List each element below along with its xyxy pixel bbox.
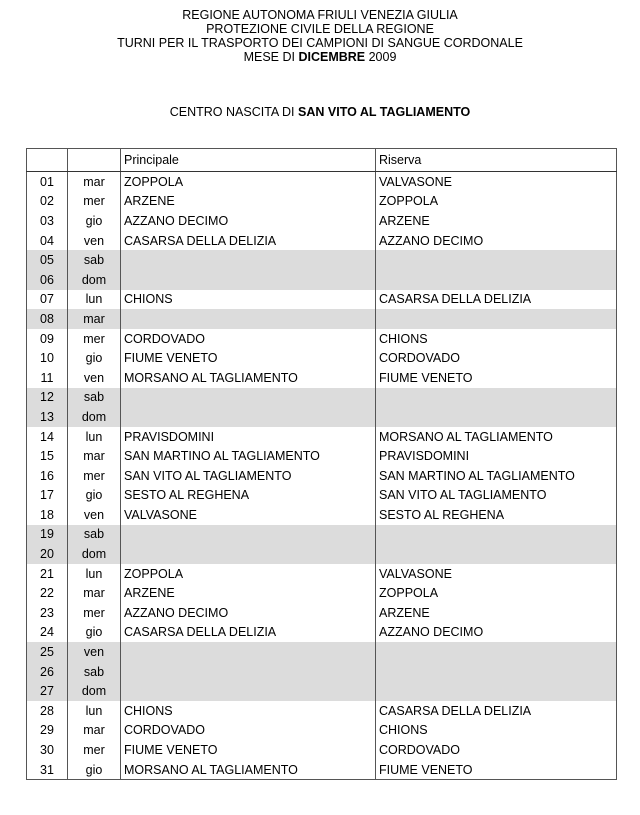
table-row: [27, 270, 617, 290]
day-cell: 03: [27, 211, 68, 231]
weekday-cell: sab: [68, 388, 121, 408]
day-cell: 13: [27, 407, 68, 427]
riserva-cell: AZZANO DECIMO: [376, 623, 617, 643]
schedule-body: [27, 172, 617, 780]
riserva-cell: CHIONS: [376, 721, 617, 741]
riserva-cell: VALVASONE: [376, 564, 617, 584]
weekday-cell: mar: [68, 309, 121, 329]
principale-cell: MORSANO AL TAGLIAMENTO: [121, 760, 376, 780]
weekday-cell: lun: [68, 427, 121, 447]
principale-cell: ARZENE: [121, 192, 376, 212]
principale-cell: [121, 544, 376, 564]
day-cell: 22: [27, 583, 68, 603]
weekday-cell: mer: [68, 192, 121, 212]
weekday-cell: ven: [68, 368, 121, 388]
weekday-cell: mar: [68, 172, 121, 192]
principale-cell: FIUME VENETO: [121, 348, 376, 368]
weekday-cell: mer: [68, 329, 121, 349]
day-cell: 24: [27, 623, 68, 643]
table-row: [27, 250, 617, 270]
table-header-row: [27, 149, 617, 172]
day-cell: 02: [27, 192, 68, 212]
principale-cell: [121, 642, 376, 662]
principale-cell: [121, 270, 376, 290]
weekday-cell: lun: [68, 290, 121, 310]
document-header: [0, 8, 640, 64]
day-cell: 15: [27, 446, 68, 466]
principale-cell: SESTO AL REGHENA: [121, 486, 376, 506]
weekday-cell: dom: [68, 270, 121, 290]
month-year: 2009: [365, 50, 397, 64]
table-row: [27, 662, 617, 682]
riserva-cell: SAN MARTINO AL TAGLIAMENTO: [376, 466, 617, 486]
department-name: PROTEZIONE CIVILE DELLA REGIONE: [206, 22, 434, 36]
table-row: [27, 329, 617, 349]
table-row: [27, 290, 617, 310]
principale-cell: [121, 525, 376, 545]
document-title: TURNI PER IL TRASPORTO DEI CAMPIONI DI SANGUE CORDONALE: [117, 36, 523, 50]
principale-cell: CORDOVADO: [121, 721, 376, 741]
table-row: [27, 309, 617, 329]
principale-cell: MORSANO AL TAGLIAMENTO: [121, 368, 376, 388]
day-cell: 10: [27, 348, 68, 368]
weekday-cell: gio: [68, 348, 121, 368]
month-name: DICEMBRE: [298, 50, 366, 64]
riserva-cell: CASARSA DELLA DELIZIA: [376, 701, 617, 721]
day-cell: 09: [27, 329, 68, 349]
principale-cell: [121, 662, 376, 682]
riserva-cell: FIUME VENETO: [376, 368, 617, 388]
weekday-cell: gio: [68, 211, 121, 231]
weekday-cell: mar: [68, 583, 121, 603]
riserva-cell: ZOPPOLA: [376, 192, 617, 212]
principale-cell: AZZANO DECIMO: [121, 603, 376, 623]
weekday-cell: mer: [68, 603, 121, 623]
riserva-cell: ARZENE: [376, 211, 617, 231]
table-row: [27, 642, 617, 662]
table-row: [27, 760, 617, 780]
day-cell: 27: [27, 681, 68, 701]
day-cell: 11: [27, 368, 68, 388]
riserva-cell: SAN VITO AL TAGLIAMENTO: [376, 486, 617, 506]
day-cell: 23: [27, 603, 68, 623]
table-row: [27, 525, 617, 545]
table-row: [27, 623, 617, 643]
table-row: [27, 211, 617, 231]
table-row: [27, 701, 617, 721]
weekday-cell: sab: [68, 525, 121, 545]
day-cell: 04: [27, 231, 68, 251]
principale-cell: [121, 388, 376, 408]
riserva-cell: [376, 662, 617, 682]
table-row: [27, 603, 617, 623]
weekday-cell: dom: [68, 544, 121, 564]
riserva-cell: [376, 407, 617, 427]
principale-cell: SAN VITO AL TAGLIAMENTO: [121, 466, 376, 486]
principale-cell: ZOPPOLA: [121, 564, 376, 584]
weekday-cell: ven: [68, 231, 121, 251]
day-cell: 20: [27, 544, 68, 564]
weekday-cell: lun: [68, 701, 121, 721]
day-cell: 30: [27, 740, 68, 760]
principale-cell: PRAVISDOMINI: [121, 427, 376, 447]
riserva-cell: CORDOVADO: [376, 348, 617, 368]
day-cell: 07: [27, 290, 68, 310]
riserva-cell: CHIONS: [376, 329, 617, 349]
principale-cell: [121, 250, 376, 270]
region-name: REGIONE AUTONOMA FRIULI VENEZIA GIULIA: [182, 8, 458, 22]
principale-cell: [121, 309, 376, 329]
table-row: [27, 348, 617, 368]
principale-cell: CHIONS: [121, 290, 376, 310]
day-cell: 12: [27, 388, 68, 408]
weekday-cell: mar: [68, 446, 121, 466]
principale-cell: CASARSA DELLA DELIZIA: [121, 231, 376, 251]
month-line: [0, 50, 640, 64]
schedule-table: [26, 148, 617, 780]
weekday-cell: mer: [68, 466, 121, 486]
day-cell: 14: [27, 427, 68, 447]
day-cell: 06: [27, 270, 68, 290]
center-name: SAN VITO AL TAGLIAMENTO: [298, 105, 471, 119]
riserva-cell: [376, 270, 617, 290]
table-row: [27, 427, 617, 447]
center-title: [0, 104, 640, 120]
center-prefix: CENTRO NASCITA DI: [169, 105, 299, 119]
principale-cell: VALVASONE: [121, 505, 376, 525]
weekday-cell: lun: [68, 564, 121, 584]
weekday-cell: gio: [68, 486, 121, 506]
riserva-cell: AZZANO DECIMO: [376, 231, 617, 251]
weekday-cell: gio: [68, 623, 121, 643]
table-row: [27, 486, 617, 506]
principale-cell: AZZANO DECIMO: [121, 211, 376, 231]
table-row: [27, 192, 617, 212]
principale-cell: SAN MARTINO AL TAGLIAMENTO: [121, 446, 376, 466]
riserva-cell: VALVASONE: [376, 172, 617, 192]
principale-cell: CORDOVADO: [121, 329, 376, 349]
table-row: [27, 368, 617, 388]
col-header-riserva: Riserva: [376, 149, 617, 172]
principale-cell: FIUME VENETO: [121, 740, 376, 760]
principale-cell: [121, 681, 376, 701]
day-cell: 16: [27, 466, 68, 486]
riserva-cell: [376, 388, 617, 408]
day-cell: 01: [27, 172, 68, 192]
day-cell: 19: [27, 525, 68, 545]
riserva-cell: [376, 681, 617, 701]
principale-cell: ZOPPOLA: [121, 172, 376, 192]
table-row: [27, 446, 617, 466]
day-cell: 08: [27, 309, 68, 329]
riserva-cell: [376, 642, 617, 662]
principale-cell: ARZENE: [121, 583, 376, 603]
table-row: [27, 505, 617, 525]
riserva-cell: ARZENE: [376, 603, 617, 623]
day-cell: 28: [27, 701, 68, 721]
riserva-cell: ZOPPOLA: [376, 583, 617, 603]
weekday-cell: ven: [68, 505, 121, 525]
weekday-cell: dom: [68, 407, 121, 427]
day-cell: 26: [27, 662, 68, 682]
table-row: [27, 721, 617, 741]
day-cell: 25: [27, 642, 68, 662]
day-cell: 29: [27, 721, 68, 741]
table-row: [27, 466, 617, 486]
table-row: [27, 583, 617, 603]
table-row: [27, 407, 617, 427]
riserva-cell: PRAVISDOMINI: [376, 446, 617, 466]
col-header-day: [27, 149, 68, 172]
riserva-cell: CASARSA DELLA DELIZIA: [376, 290, 617, 310]
riserva-cell: [376, 309, 617, 329]
riserva-cell: SESTO AL REGHENA: [376, 505, 617, 525]
riserva-cell: [376, 544, 617, 564]
day-cell: 05: [27, 250, 68, 270]
table-row: [27, 172, 617, 192]
riserva-cell: CORDOVADO: [376, 740, 617, 760]
weekday-cell: mer: [68, 740, 121, 760]
day-cell: 17: [27, 486, 68, 506]
riserva-cell: [376, 525, 617, 545]
day-cell: 18: [27, 505, 68, 525]
month-prefix: MESE DI: [243, 50, 299, 64]
col-header-weekday: [68, 149, 121, 172]
weekday-cell: sab: [68, 250, 121, 270]
riserva-cell: [376, 250, 617, 270]
weekday-cell: dom: [68, 681, 121, 701]
riserva-cell: FIUME VENETO: [376, 760, 617, 780]
principale-cell: CHIONS: [121, 701, 376, 721]
table-row: [27, 564, 617, 584]
table-row: [27, 681, 617, 701]
weekday-cell: mar: [68, 721, 121, 741]
day-cell: 21: [27, 564, 68, 584]
col-header-principale: Principale: [121, 149, 376, 172]
principale-cell: CASARSA DELLA DELIZIA: [121, 623, 376, 643]
day-cell: 31: [27, 760, 68, 780]
weekday-cell: sab: [68, 662, 121, 682]
table-row: [27, 740, 617, 760]
weekday-cell: gio: [68, 760, 121, 780]
riserva-cell: MORSANO AL TAGLIAMENTO: [376, 427, 617, 447]
principale-cell: [121, 407, 376, 427]
weekday-cell: ven: [68, 642, 121, 662]
table-row: [27, 388, 617, 408]
table-row: [27, 231, 617, 251]
table-row: [27, 544, 617, 564]
